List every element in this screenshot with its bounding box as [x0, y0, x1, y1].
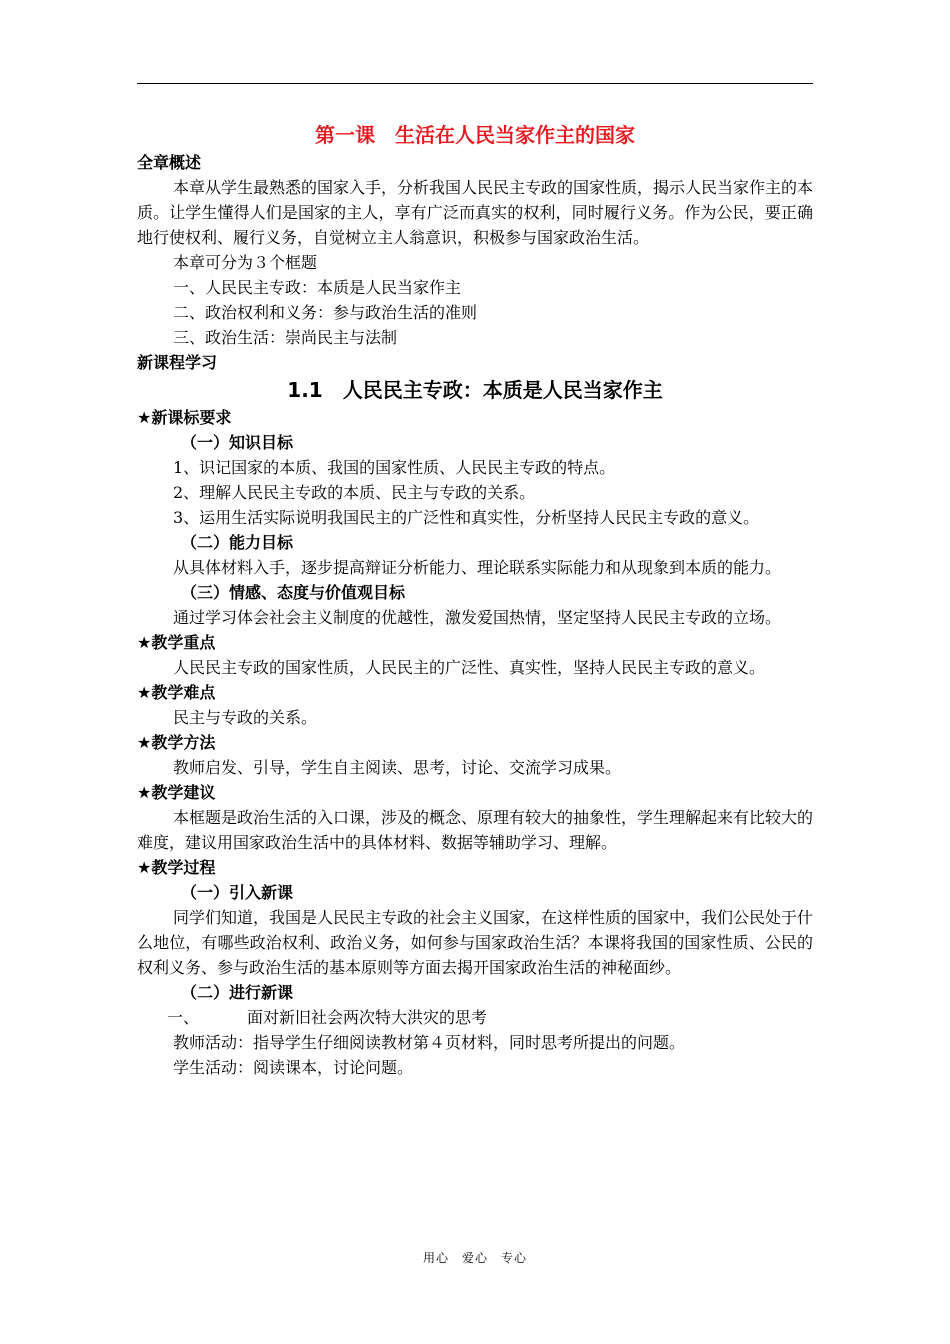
knowledge-heading: （一）知识目标: [181, 433, 294, 452]
overview-intro: 本章可分为３个框题: [173, 253, 318, 272]
new-course-heading: 新课程学习: [137, 353, 218, 372]
methods-heading: ★教学方法: [137, 733, 216, 752]
intro-paragraph: 同学们知道，我国是人民民主专政的社会主义国家，在这样性质的国家中，我们公民处于什么地位，有哪些政治权利、政治义务，如何参与国家政治生活？本课将我国的国家性质、公民的权利义务、参与政治生活的基本原则等方面去揭开国家政治生活的神秘面纱。: [137, 908, 814, 977]
page-footer: 用心 爱心 专心: [422, 1251, 527, 1265]
knowledge-item: 2、理解人民民主专政的本质、民主与专政的关系。: [173, 483, 536, 502]
ability-heading: （二）能力目标: [181, 533, 294, 552]
standards-heading: ★新课标要求: [137, 408, 232, 427]
teacher-activity: 教师活动：指导学生仔细阅读教材第４页材料，同时思考所提出的问题。: [173, 1033, 686, 1052]
methods-paragraph: 教师启发、引导，学生自主阅读、思考，讨论、交流学习成果。: [173, 758, 622, 777]
student-activity: 学生活动：阅读课本，讨论问题。: [173, 1058, 414, 1077]
suggestions-paragraph: 本框题是政治生活的入口课，涉及的概念、原理有较大的抽象性，学生理解起来有比较大的难度，建议用国家政治生活中的具体材料、数据等辅助学习、理解。: [137, 808, 814, 852]
overview-item: 一、人民民主专政：本质是人民当家作主: [173, 278, 462, 297]
knowledge-item: 3、运用生活实际说明我国民主的广泛性和真实性，分析坚持人民民主专政的意义。: [173, 508, 760, 527]
ability-paragraph: 从具体材料入手，逐步提高辩证分析能力、理论联系实际能力和从现象到本质的能力。: [173, 558, 782, 577]
item-number: 一、: [167, 1008, 200, 1027]
key-points-heading: ★教学重点: [137, 633, 216, 652]
emotion-paragraph: 通过学习体会社会主义制度的优越性，激发爱国热情，坚定坚持人民民主专政的立场。: [173, 608, 782, 627]
new-lesson-heading: （二）进行新课: [181, 983, 294, 1002]
process-heading: ★教学过程: [137, 858, 216, 877]
overview-item: 二、政治权利和义务：参与政治生活的准则: [173, 303, 478, 322]
new-lesson-item: [137, 1005, 813, 1030]
intro-heading: （一）引入新课: [181, 883, 294, 902]
header-rule: [137, 83, 813, 84]
document-body: [137, 120, 813, 1080]
knowledge-item: 1、识记国家的本质、我国的国家性质、人民民主专政的特点。: [173, 458, 616, 477]
item-text: 面对新旧社会两次特大洪灾的思考: [247, 1008, 488, 1027]
lesson-title: 第一课 生活在人民当家作主的国家: [315, 123, 635, 147]
suggestions-heading: ★教学建议: [137, 783, 216, 802]
overview-heading: 全章概述: [137, 153, 202, 172]
difficulties-paragraph: 民主与专政的关系。: [173, 708, 318, 727]
emotion-heading: （三）情感、态度与价值观目标: [181, 583, 406, 602]
section-title: 1.1 人民民主专政：本质是人民当家作主: [287, 378, 663, 402]
difficulties-heading: ★教学难点: [137, 683, 216, 702]
overview-paragraph: 本章从学生最熟悉的国家入手，分析我国人民民主专政的国家性质，揭示人民当家作主的本质。让学生懂得人们是国家的主人，享有广泛而真实的权利，同时履行义务。作为公民，要正确地行使权利、履行义务，自觉树立主人翁意识，积极参与国家政治生活。: [137, 178, 814, 247]
overview-item: 三、政治生活：崇尚民主与法制: [173, 328, 398, 347]
key-points-paragraph: 人民民主专政的国家性质，人民民主的广泛性、真实性，坚持人民民主专政的意义。: [173, 658, 766, 677]
